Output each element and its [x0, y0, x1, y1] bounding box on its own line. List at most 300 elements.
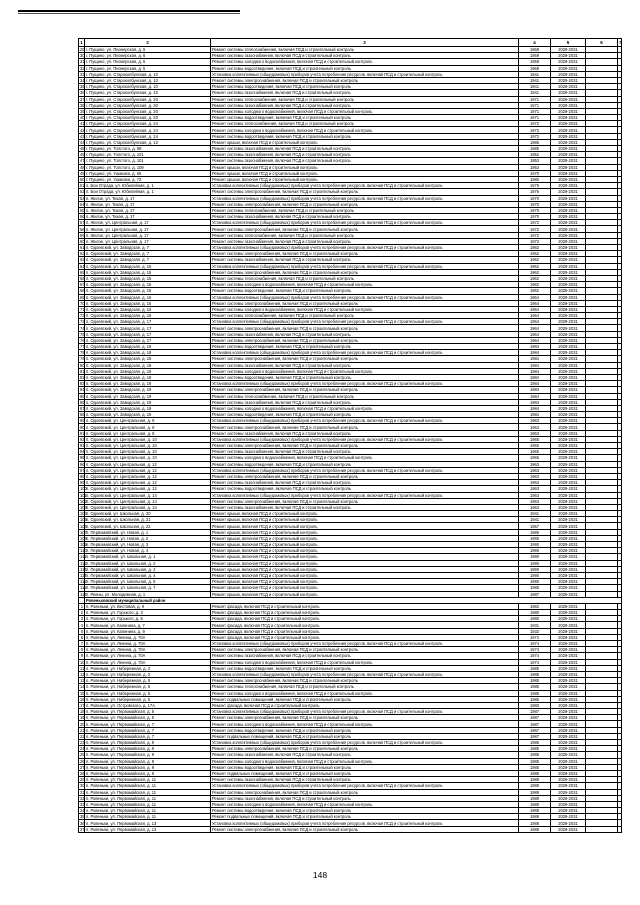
year-cell: 1962 [519, 288, 551, 294]
year-cell: 1984 [519, 368, 551, 374]
year-cell: 1990 [519, 554, 551, 560]
address-cell: п. Ровеньки, ул. Ленина, д. 70А [85, 659, 211, 665]
address-cell: п. Первомайский, ул. Школьная, д. 2 [85, 560, 211, 566]
row-number-cell: 14 [80, 684, 85, 690]
period-cell: 2029-2031 [551, 436, 586, 442]
address-cell: п. Одоевский, ул. Заводская, д. 16 [85, 313, 211, 319]
row-number-cell: 42 [80, 127, 85, 133]
work-type-cell: Ремонт подвальных помещений, включая ПСД и строительный контроль [211, 814, 519, 820]
period-cell: 2029-2031 [551, 492, 586, 498]
period-cell: 2029-2031 [551, 127, 586, 133]
row-number-cell: 23 [80, 740, 85, 746]
period-cell: 2029-2031 [551, 294, 586, 300]
year-cell: 1970 [519, 195, 551, 201]
address-cell: п. Одоевский, ул. Заводская, д. 16 [85, 300, 211, 306]
row-number-cell: 67 [80, 282, 85, 288]
work-type-cell: Ремонт крыши, включая ПСД и строительный контроль [211, 170, 519, 176]
year-cell: 1963 [519, 418, 551, 424]
address-cell: г. Пущино, ул. Староколбунская, д. 10 [85, 77, 211, 83]
period-cell: 2029-2031 [551, 783, 586, 789]
period-cell: 2029-2031 [551, 684, 586, 690]
work-type-cell: Ремонт фасада, включая ПСД и строительный контроль [211, 702, 519, 708]
period-cell: 2029-2031 [551, 251, 586, 257]
period-cell: 2029-2031 [551, 325, 586, 331]
row-number-cell: 103 [80, 504, 87, 510]
period-cell: 2029-2031 [551, 158, 586, 164]
year-cell: 1985 [519, 740, 551, 746]
period-cell: 2029-2031 [551, 152, 586, 158]
work-type-cell: Ремонт системы водоотведения, включая ПСД и строительный контроль [211, 764, 519, 770]
work-type-cell: Ремонт фасада, включая ПСД и строительный контроль [211, 616, 519, 622]
year-cell: 1957 [519, 523, 551, 529]
period-cell: 2029-2031 [551, 133, 586, 139]
address-cell: п. Одоевский, ул. Заводская, д. 15 [85, 275, 211, 281]
row-number-cell: 35 [80, 814, 85, 820]
address-cell: г. Пущино, ул. Староколбунская, д. 10 [85, 90, 211, 96]
row-number-cell: 52 [80, 189, 85, 195]
year-cell: 1984 [519, 356, 551, 362]
work-type-cell: Ремонт фасада, включая ПСД и строительный контроль [211, 610, 519, 616]
year-cell: 1985 [519, 146, 551, 152]
address-cell: г. Пущино, ул. Староколбунская, д. 24 [85, 121, 211, 127]
year-cell: 1941 [519, 517, 551, 523]
work-type-cell: Ремонт крыши, включая ПСД и строительный контроль [211, 139, 519, 145]
work-type-cell: Ремонт системы холодного водоснабжения, включая ПСД и строительный контроль [211, 405, 519, 411]
row-number-cell: 88 [80, 412, 85, 418]
row-number-cell: 101 [80, 492, 87, 498]
work-type-cell: Ремонт системы газоснабжения, включая ПСД и строительный контроль [211, 53, 519, 59]
year-cell: 1962 [519, 269, 551, 275]
address-cell: п. Одоевский, ул. Заводская, д. 18 [85, 344, 211, 350]
work-type-cell: Установка коллективных (общедомовых) приборов учета потребления ресурсов, включая ПСД и строительный контроль [211, 381, 519, 387]
work-type-cell: Ремонт крыши, включая ПСД и строительный контроль [211, 560, 519, 566]
year-cell: 1989 [519, 801, 551, 807]
row-number-cell: 29 [80, 777, 85, 783]
row-number-cell: 77 [80, 344, 85, 350]
work-type-cell: Установка коллективных (общедомовых) приборов учета потребления ресурсов, включая ПСД и строительный контроль [211, 492, 519, 498]
work-type-cell: Ремонт системы холодного водоснабжения, включая ПСД и строительный контроль [211, 758, 519, 764]
work-type-cell: Ремонт фасада, включая ПСД и строительный контроль [211, 603, 519, 609]
year-cell: 1964 [519, 300, 551, 306]
row-number-cell: 71 [80, 306, 85, 312]
work-type-cell: Ремонт системы электроснабжения, включая ПСД и строительный контроль [211, 746, 519, 752]
row-number-cell: 43 [80, 133, 85, 139]
row-number-cell: 62 [80, 251, 85, 257]
work-type-cell: Ремонт системы холодного водоснабжения, включая ПСД и строительный контроль [211, 282, 519, 288]
year-cell: 1971 [519, 96, 551, 102]
work-type-cell: Ремонт крыши, включая ПСД и строительный контроль [211, 572, 519, 578]
address-cell: п. Ровеньки, ул. Первомайская, д. 11 [85, 789, 211, 795]
row-number-cell: 1 [79, 603, 85, 609]
period-cell: 2029-2031 [551, 455, 586, 461]
period-cell: 2029-2031 [551, 579, 586, 585]
address-cell: п. Жилзе, ул. Тихая, д. 17 [85, 214, 211, 220]
period-cell: 2029-2031 [551, 696, 586, 702]
work-type-cell: Ремонт фасада, включая ПСД и строительный контроль [211, 634, 519, 640]
period-cell: 2029-2031 [551, 399, 586, 405]
row-number-cell: 84 [80, 387, 85, 393]
work-type-cell: Ремонт системы газоснабжения, включая ПСД и строительный контроль [211, 331, 519, 337]
row-number-cell: 31 [80, 59, 85, 65]
period-cell: 2029-2031 [551, 746, 586, 752]
period-cell: 2029-2031 [551, 808, 586, 814]
work-type-cell: Ремонт системы теплоснабжения, включая ПСД и строительный контроль [211, 393, 519, 399]
period-cell: 2029-2031 [551, 331, 586, 337]
work-type-cell: Ремонт системы газоснабжения, включая ПСД и строительный контроль [211, 480, 519, 486]
year-cell: 1970 [519, 201, 551, 207]
period-cell: 2029-2031 [551, 486, 586, 492]
work-type-cell: Ремонт крыши, включая ПСД и строительный контроль [211, 566, 519, 572]
period-cell: 2029-2031 [551, 77, 586, 83]
year-cell: 1985 [519, 678, 551, 684]
year-cell: 1989 [519, 814, 551, 820]
address-cell: п. Жилзе, ул. Центральная, д. 17 [85, 238, 211, 244]
year-cell: 1963 [519, 504, 551, 510]
work-type-cell: Ремонт системы теплоснабжения, включая ПСД и строительный контроль [211, 232, 519, 238]
row-number-cell: 100 [80, 486, 87, 492]
address-cell: п. Одоевский, ул. Центральная, д. 12 [85, 486, 211, 492]
period-cell: 2029-2031 [551, 622, 586, 628]
period-cell: 2029-2031 [551, 59, 586, 65]
period-cell: 2029-2031 [551, 313, 586, 319]
period-cell: 2029-2031 [551, 108, 586, 114]
year-cell: 1970 [519, 214, 551, 220]
work-type-cell: Ремонт системы водоотведения, включая ПСД и строительный контроль [211, 84, 519, 90]
period-cell: 2029-2031 [551, 90, 586, 96]
period-cell: 2029-2031 [551, 789, 586, 795]
work-type-cell: Ремонт системы водоотведения, включая ПСД и строительный контроль [211, 665, 519, 671]
row-number-cell: 72 [80, 313, 85, 319]
address-cell: п. Первомайский, ул. Новая, д. 3 [85, 542, 211, 548]
row-number-cell: 98 [80, 474, 85, 480]
work-type-cell: Ремонт системы холодного водоснабжения, включая ПСД и строительный контроль [211, 721, 519, 727]
period-cell: 2029-2031 [551, 430, 586, 436]
row-number-cell: 70 [80, 300, 85, 306]
row-number-cell: 61 [80, 245, 85, 251]
year-cell: 1962 [519, 245, 551, 251]
address-cell: п. Одоевский, ул. Заводская, д. 19 [85, 412, 211, 418]
year-cell: 1986 [519, 139, 551, 145]
work-schedule-table [78, 38, 622, 833]
address-cell: г. Пущино, ул. Староколбунская, д. 24 [85, 133, 211, 139]
work-type-cell: Ремонт системы электроснабжения, включая ПСД и строительный контроль [211, 443, 519, 449]
period-cell: 2029-2031 [551, 585, 586, 591]
period-cell: 2029-2031 [551, 740, 586, 746]
address-cell: п. Ровеньки, ул. Горького, д. 3 [85, 610, 211, 616]
period-cell: 2029-2031 [551, 245, 586, 251]
year-cell: 1990 [519, 542, 551, 548]
year-cell: 1963 [519, 498, 551, 504]
row-number-cell: 102 [80, 498, 87, 504]
address-cell: п. Первомайский, ул. Школьная, д. 7 [85, 585, 211, 591]
row-number-cell: 47 [80, 158, 85, 164]
year-cell: 1963 [519, 492, 551, 498]
year-cell: 1989 [519, 777, 551, 783]
row-number-cell: 111 [80, 554, 87, 560]
row-number-cell: 6 [79, 634, 85, 640]
work-type-cell: Ремонт системы электроснабжения, включая ПСД и строительный контроль [211, 325, 519, 331]
row-number-cell: 4 [79, 622, 85, 628]
period-cell: 2029-2031 [551, 232, 586, 238]
row-number-cell: 50 [80, 177, 85, 183]
work-type-cell: Ремонт крыши, включая ПСД и строительный контроль [211, 554, 519, 560]
period-cell: 2029-2031 [551, 337, 586, 343]
work-type-cell: Ремонт системы теплоснабжения, включая ПСД и строительный контроль [211, 207, 519, 213]
row-number-cell: 30 [80, 783, 85, 789]
row-number-cell: 97 [80, 467, 85, 473]
row-number-cell: 74 [80, 325, 85, 331]
year-cell: 1972 [519, 127, 551, 133]
row-number-cell: 95 [80, 455, 85, 461]
work-type-cell: Ремонт системы водоотведения, включая ПСД и строительный контроль [211, 461, 519, 467]
period-cell: 2029-2031 [551, 820, 586, 826]
year-cell: 1988 [519, 826, 551, 832]
period-cell: 2029-2031 [551, 801, 586, 807]
work-type-cell: Ремонт системы газоснабжения, включая ПСД и строительный контроль [211, 158, 519, 164]
work-type-cell: Ремонт системы газоснабжения, включая ПСД и строительный контроль [211, 752, 519, 758]
address-cell: п. Ровеньки, ул. Калинина, д. 9 [85, 628, 211, 634]
row-number-cell: 76 [80, 337, 85, 343]
row-number-cell: 96 [80, 461, 85, 467]
period-cell: 2029-2031 [551, 121, 586, 127]
address-cell: п. Первомайский, ул. Новая, д. 4 [85, 548, 211, 554]
year-cell: 1964 [519, 294, 551, 300]
row-number-cell: 79 [80, 356, 85, 362]
row-number-cell: 89 [80, 418, 85, 424]
row-number-cell: 53 [80, 195, 85, 201]
work-type-cell: Ремонт системы газоснабжения, включая ПСД и строительный контроль [211, 257, 519, 263]
row-number-cell: 27 [80, 764, 85, 770]
address-cell: г. Пущино, ул. Староколбунская, д. 20 [85, 108, 211, 114]
row-number-cell: 83 [80, 381, 85, 387]
year-cell: 1987 [519, 715, 551, 721]
address-cell: п. Одоевский, ул. Школьная, д. 22 [85, 523, 211, 529]
period-cell: 2029-2031 [551, 542, 586, 548]
period-cell: 2029-2031 [551, 201, 586, 207]
work-type-cell: Ремонт системы холодного водоснабжения, включая ПСД и строительный контроль [211, 306, 519, 312]
address-cell: п. Одоевский, ул. Центральная, д. 12 [85, 461, 211, 467]
work-type-cell: Ремонт системы газоснабжения, включая ПСД и строительный контроль [211, 214, 519, 220]
row-number-cell: 8 [79, 647, 85, 653]
row-number-cell: 49 [80, 170, 85, 176]
period-cell: 2029-2031 [551, 690, 586, 696]
address-cell: п. Одоевский, ул. Центральная, д. 12 [85, 473, 211, 479]
table-body [79, 47, 622, 833]
period-cell: 2029-2031 [551, 146, 586, 152]
year-cell: 1980 [519, 616, 551, 622]
year-cell: 1985 [519, 684, 551, 690]
row-number-cell: 64 [80, 263, 85, 269]
work-type-cell: Ремонт системы газоснабжения, включая ПСД и строительный контроль [211, 238, 519, 244]
period-cell: 2029-2031 [551, 517, 586, 523]
row-number-cell: 12 [80, 672, 85, 678]
address-cell: п. Первомайский, ул. Школьная, д. 3 [85, 566, 211, 572]
row-number-cell: 65 [80, 269, 85, 275]
period-cell: 2029-2031 [551, 226, 586, 232]
period-cell: 2029-2031 [551, 306, 586, 312]
row-number-cell: 85 [80, 393, 85, 399]
year-cell: 1962 [519, 257, 551, 263]
work-type-cell: Ремонт системы водоотведения, включая ПСД и строительный контроль [211, 133, 519, 139]
work-type-cell: Ремонт системы холодного водоснабжения, включая ПСД и строительный контроль [211, 690, 519, 696]
work-type-cell: Ремонт системы теплоснабжения, включая ПСД и строительный контроль [211, 47, 519, 53]
work-type-cell: Ремонт системы электроснабжения, включая ПСД и строительный контроль [211, 498, 519, 504]
year-cell: 1987 [519, 709, 551, 715]
work-type-cell: Ремонт крыши, включая ПСД и строительный контроль [211, 511, 519, 517]
work-type-cell: Установка коллективных (общедомовых) приборов учета потребления ресурсов, включая ПСД и строительный контроль [211, 820, 519, 826]
work-type-cell: Установка коллективных (общедомовых) приборов учета потребления ресурсов, включая ПСД и строительный контроль [211, 319, 519, 325]
work-type-cell: Ремонт системы холодного водоснабжения, включая ПСД и строительный контроль [211, 455, 519, 461]
address-cell: п. Одоевский, ул. Заводская, д. 16 [85, 306, 211, 312]
year-cell: 1964 [519, 313, 551, 319]
year-cell: 1987 [519, 727, 551, 733]
address-cell: п. Одоевский, ул. Заводская, д. 7 [85, 257, 211, 263]
year-cell: 1985 [519, 758, 551, 764]
row-number-cell: 30 [80, 53, 85, 59]
period-cell: 2029-2031 [551, 566, 586, 572]
period-cell: 2029-2031 [551, 257, 586, 263]
address-cell: г. Пущино, ул. Пионерская, д. 6 [85, 59, 211, 65]
year-cell: 1964 [519, 319, 551, 325]
work-type-cell: Ремонт системы электроснабжения, включая ПСД и строительный контроль [211, 647, 519, 653]
period-cell: 2029-2031 [551, 418, 586, 424]
address-cell: п. Одоевский, ул. Заводская, д. 19 [85, 381, 211, 387]
row-number-cell: 44 [80, 139, 85, 145]
year-cell: 1941 [519, 77, 551, 83]
work-type-cell: Ремонт системы теплоснабжения, включая ПСД и строительный контроль [211, 121, 519, 127]
work-type-cell: Ремонт системы холодного водоснабжения, включая ПСД и строительный контроль [211, 127, 519, 133]
period-cell: 2029-2031 [551, 653, 586, 659]
period-cell: 2029-2031 [551, 721, 586, 727]
row-number-cell: 16 [80, 696, 85, 702]
row-number-cell: 91 [80, 430, 85, 436]
year-cell: 1963 [519, 424, 551, 430]
address-cell: п. Ровеньки, ул. Первомайская, д. 5 [85, 709, 211, 715]
header-rule [18, 10, 240, 12]
row-number-cell: 87 [80, 405, 85, 411]
row-number-cell: 115 [80, 579, 87, 585]
work-type-cell: Ремонт фасада, включая ПСД и строительный контроль [211, 622, 519, 628]
work-type-cell: Ремонт крыши, включая ПСД и строительный контроль [211, 523, 519, 529]
period-cell: 2029-2031 [551, 195, 586, 201]
address-cell: п. Одоевский, ул. Центральная, д. 8 [85, 424, 211, 430]
address-cell: п. Ровеньки, ул. Первомайская, д. 7 [85, 721, 211, 727]
row-number-cell: 26 [80, 758, 85, 764]
address-cell: п. Одоевский, ул. Заводская, д. 15 [85, 263, 211, 269]
address-cell: п. Одоевский, ул. Центральная, д. 10 [85, 443, 211, 449]
row-number-cell: 22 [80, 733, 85, 739]
period-cell: 2029-2031 [551, 467, 586, 473]
year-cell: 1985 [519, 696, 551, 702]
address-cell: п. Ревны, ул. Молодежная, д. 1 [85, 591, 211, 597]
work-type-cell: Ремонт системы теплоснабжения, включая ПСД и строительный контроль [211, 313, 519, 319]
address-cell: п. Ровеньки, ул. Первомайская, д. 11 [85, 777, 211, 783]
period-cell: 2029-2031 [551, 176, 586, 182]
work-type-cell: Установка коллективных (общедомовых) приборов учета потребления ресурсов, включая ПСД и строительный контроль [211, 245, 519, 251]
period-cell: 2029-2031 [551, 727, 586, 733]
work-type-cell: Установка коллективных (общедомовых) приборов учета потребления ресурсов, включая ПСД и строительный контроль [211, 436, 519, 442]
year-cell: 1959 [519, 53, 551, 59]
row-number-cell: 90 [80, 424, 85, 430]
year-cell: 1985 [519, 764, 551, 770]
period-cell: 2029-2031 [551, 405, 586, 411]
work-type-cell: Установка коллективных (общедомовых) приборов учета потребления ресурсов, включая ПСД и строительный контроль [211, 418, 519, 424]
col-header: 7 [619, 40, 622, 45]
address-cell: п. Жилзе, ул. Центральная, д. 17 [85, 220, 211, 226]
period-cell: 2029-2031 [551, 71, 586, 77]
address-cell: п. Ровеньки, ул. Первомайская, д. 13 [85, 826, 211, 832]
year-cell: 1984 [519, 381, 551, 387]
year-cell: 1971 [519, 102, 551, 108]
work-type-cell: Ремонт фасада, включая ПСД и строительный контроль [211, 628, 519, 634]
period-cell: 2029-2031 [551, 220, 586, 226]
address-cell: г. Пущино, ул. Толстого, д. 101 [85, 152, 211, 158]
period-cell: 2029-2031 [551, 678, 586, 684]
period-cell: 2029-2031 [551, 603, 586, 609]
header-row [79, 39, 622, 47]
row-number-cell: 36 [80, 820, 85, 826]
address-cell: г. Пущино, ул. Староколбунская, д. 20 [85, 96, 211, 102]
work-type-cell: Ремонт крыши, включая ПСД и строительный контроль [211, 164, 519, 170]
year-cell: 1931 [519, 622, 551, 628]
period-cell: 2029-2031 [551, 319, 586, 325]
work-type-cell: Ремонт системы водоотведения, включая ПСД и строительный контроль [211, 115, 519, 121]
work-type-cell: Ремонт системы газоснабжения, включая ПСД и строительный контроль [211, 399, 519, 405]
period-cell: 2029-2031 [551, 344, 586, 350]
period-cell: 2029-2031 [551, 709, 586, 715]
address-cell: г. Пущино, ул. Пионерская, д. 5 [85, 47, 211, 53]
address-cell: п. Одоевский, ул. Заводская, д. 19 [85, 387, 211, 393]
col-header: 2 [85, 39, 211, 47]
year-cell: 1970 [519, 207, 551, 213]
year-cell: 1972 [519, 226, 551, 232]
address-cell: п. Ровеньки, ул. Первомайская, д. 9 [85, 740, 211, 746]
address-cell: г. Пущино, ул. Староколбунская, д. 24 [85, 127, 211, 133]
work-type-cell: Ремонт системы газоснабжения, включая ПСД и строительный контроль [211, 504, 519, 510]
period-cell: 2029-2031 [551, 207, 586, 213]
address-cell: г. Пущино, ул. Ушакова, д. 66 [85, 170, 211, 176]
row-number-cell: 36 [80, 90, 85, 96]
section-title: Ровеньковский муниципальный район [85, 597, 622, 603]
work-type-cell: Ремонт крыши, включая ПСД и строительный контроль [211, 548, 519, 554]
row-number-cell: 59 [80, 232, 85, 238]
period-cell: 2029-2031 [551, 560, 586, 566]
row-number-cell: 41 [80, 121, 85, 127]
year-cell: 1985 [519, 752, 551, 758]
row-number-cell: 106 [80, 523, 87, 529]
work-type-cell: Ремонт крыши, включая ПСД и строительный контроль [211, 579, 519, 585]
row-number-cell: 33 [80, 801, 85, 807]
address-cell: п. Ровеньки, ул. Первомайская, д. 9 [85, 752, 211, 758]
period-cell: 2029-2031 [551, 288, 586, 294]
row-number-cell: 107 [80, 529, 87, 535]
year-cell: 1965 [519, 443, 551, 449]
year-cell: 1965 [519, 449, 551, 455]
address-cell: п. Ровеньки, ул. Ленина, д. 70А [85, 647, 211, 653]
row-number-cell: 5 [79, 628, 85, 634]
work-type-cell: Ремонт системы теплоснабжения, включая ПСД и строительный контроль [211, 96, 519, 102]
year-cell: 1932 [519, 628, 551, 634]
row-number-cell: 66 [80, 276, 85, 282]
work-type-cell: Ремонт системы электроснабжения, включая ПСД и строительный контроль [211, 789, 519, 795]
year-cell: 1963 [519, 430, 551, 436]
period-cell: 2029-2031 [551, 443, 586, 449]
period-cell: 2029-2031 [551, 777, 586, 783]
work-type-cell: Ремонт крыши, включая ПСД и строительный контроль [211, 529, 519, 535]
row-number-cell: 35 [80, 84, 85, 90]
year-cell: 1984 [519, 412, 551, 418]
year-cell: 1962 [519, 263, 551, 269]
